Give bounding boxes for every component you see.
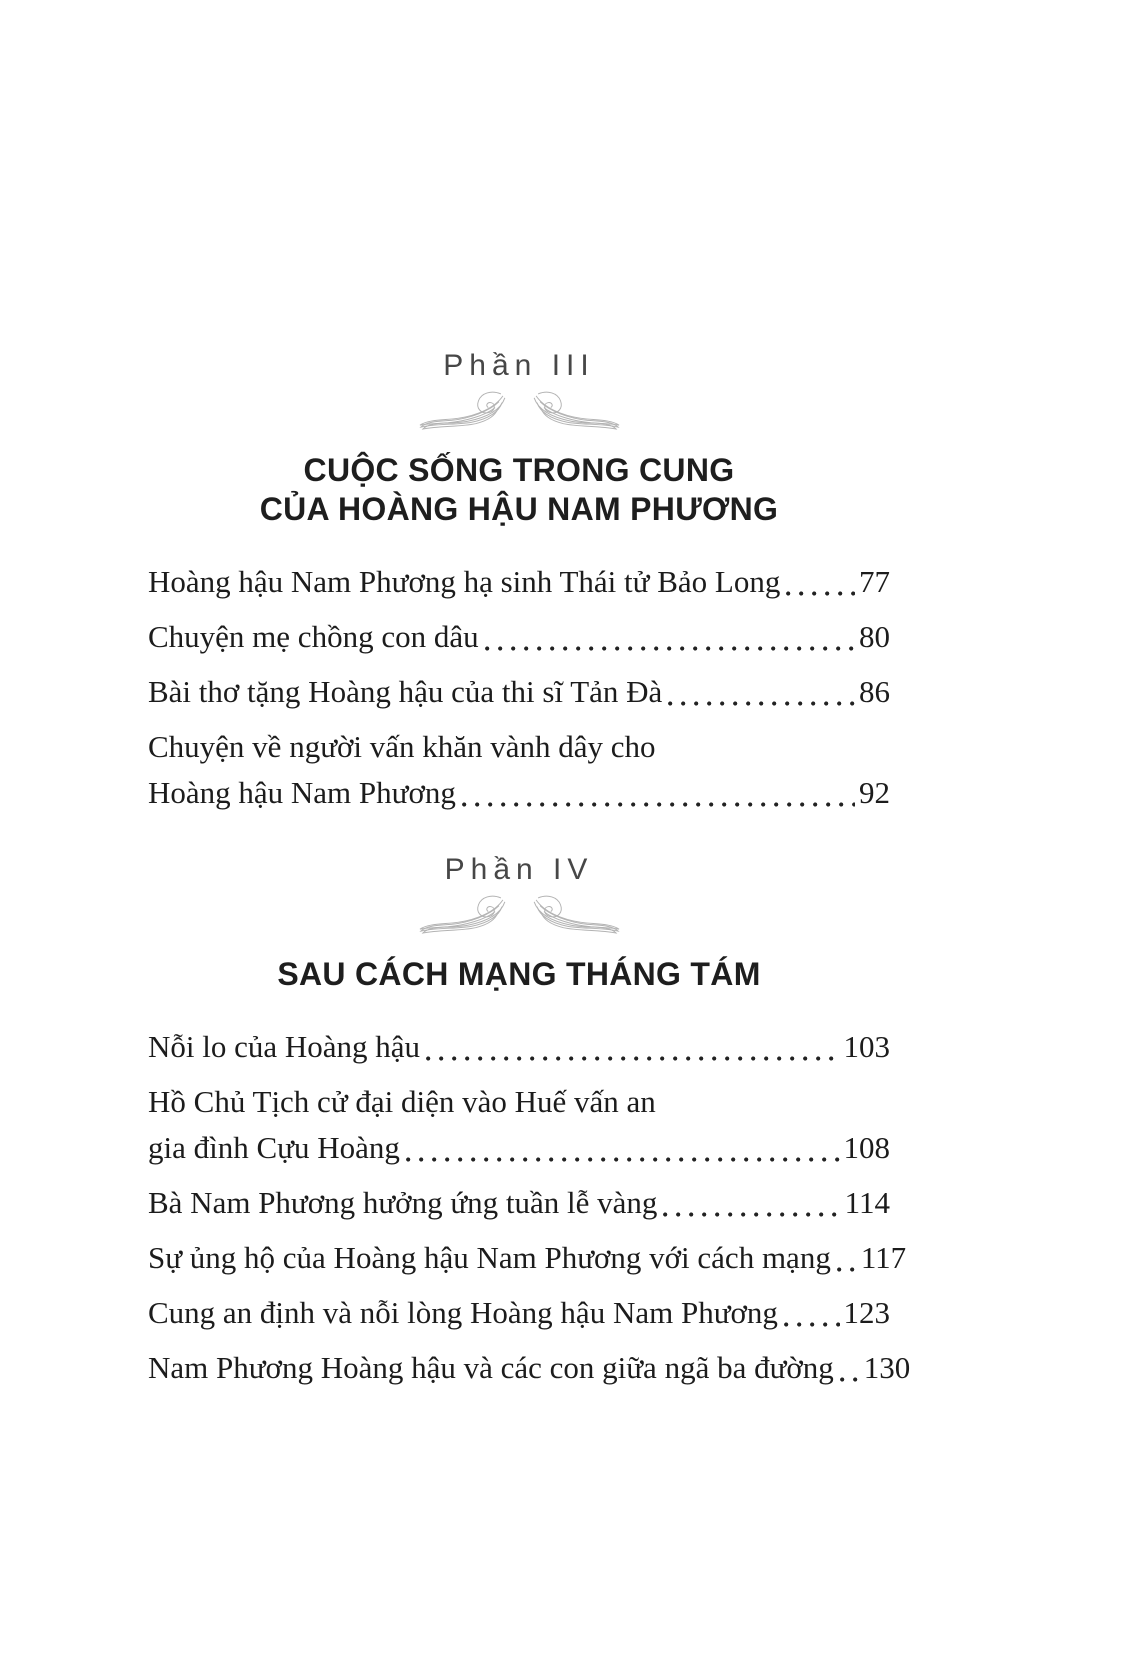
toc-entry xyxy=(148,1180,890,1226)
dot-leader xyxy=(663,1212,840,1217)
toc-entry-title: Cung an định và nỗi lòng Hoàng hậu Nam Phương xyxy=(148,1295,778,1330)
toc-page-number: 114 xyxy=(844,1185,890,1220)
toc-entry-title: Nam Phương Hoàng hậu và các con giữa ngã ba đường xyxy=(148,1350,834,1385)
toc-entry xyxy=(148,1079,890,1171)
section-part-4 xyxy=(148,852,911,1391)
toc-page xyxy=(148,0,911,1400)
toc-entry xyxy=(148,1024,890,1070)
toc-entry-title: Bài thơ tặng Hoàng hậu của thi sĩ Tản Đà xyxy=(148,674,663,709)
section-title-line: CỦA HOÀNG HẬU NAM PHƯƠNG xyxy=(259,491,779,527)
dot-leader xyxy=(784,1322,840,1327)
dot-leader xyxy=(462,802,855,807)
dot-leader xyxy=(485,646,855,651)
toc-entry xyxy=(148,669,890,715)
part-label: Phần III xyxy=(443,349,595,382)
toc-page-number: 123 xyxy=(843,1295,890,1330)
toc-entry xyxy=(148,559,890,605)
dot-leader xyxy=(840,1377,860,1382)
section-part-3 xyxy=(148,348,890,816)
toc-entry-title-continued: Hoàng hậu Nam Phương xyxy=(148,775,456,810)
toc-entry-title-continued: gia đình Cựu Hoàng xyxy=(148,1130,400,1165)
toc-entry xyxy=(148,724,890,816)
section-title-line: SAU CÁCH MẠNG THÁNG TÁM xyxy=(277,956,761,992)
dot-leader xyxy=(406,1157,840,1162)
toc-page-number: 108 xyxy=(843,1130,890,1165)
toc-page-number: 86 xyxy=(859,674,890,709)
dot-leader xyxy=(668,701,855,706)
section-title xyxy=(148,451,890,529)
toc-entry xyxy=(148,1235,907,1281)
toc-page-number: 92 xyxy=(859,775,890,810)
section-title-line: CUỘC SỐNG TRONG CUNG xyxy=(303,452,735,488)
toc-entry-title: Sự ủng hộ của Hoàng hậu Nam Phương với cách mạng xyxy=(148,1240,831,1275)
toc-entry-title: Hồ Chủ Tịch cử đại diện vào Huế vấn an xyxy=(148,1084,656,1119)
toc-entry-title: Hoàng hậu Nam Phương hạ sinh Thái tử Bảo Long xyxy=(148,564,781,599)
dot-leader xyxy=(426,1056,839,1061)
flourish-icon xyxy=(417,390,622,431)
section-title xyxy=(148,955,890,994)
toc-page-number: 117 xyxy=(860,1240,907,1275)
toc-entry-title: Chuyện mẹ chồng con dâu xyxy=(148,619,479,654)
toc-entry-title: Chuyện về người vấn khăn vành dây cho xyxy=(148,729,656,764)
toc-page-number: 130 xyxy=(863,1350,911,1385)
toc-page-number: 103 xyxy=(843,1029,890,1064)
toc-entry-title: Bà Nam Phương hưởng ứng tuần lễ vàng xyxy=(148,1185,658,1220)
toc-entry xyxy=(148,1345,911,1391)
toc-entry xyxy=(148,614,890,660)
dot-leader xyxy=(837,1267,857,1272)
toc-entry xyxy=(148,1290,890,1336)
toc-list xyxy=(148,1024,911,1391)
dot-leader xyxy=(786,591,855,596)
flourish-icon xyxy=(417,894,622,935)
part-label: Phần IV xyxy=(444,853,594,886)
toc-list xyxy=(148,559,890,816)
toc-entry-title: Nỗi lo của Hoàng hậu xyxy=(148,1029,421,1064)
toc-page-number: 80 xyxy=(859,619,890,654)
toc-page-number: 77 xyxy=(859,564,890,599)
